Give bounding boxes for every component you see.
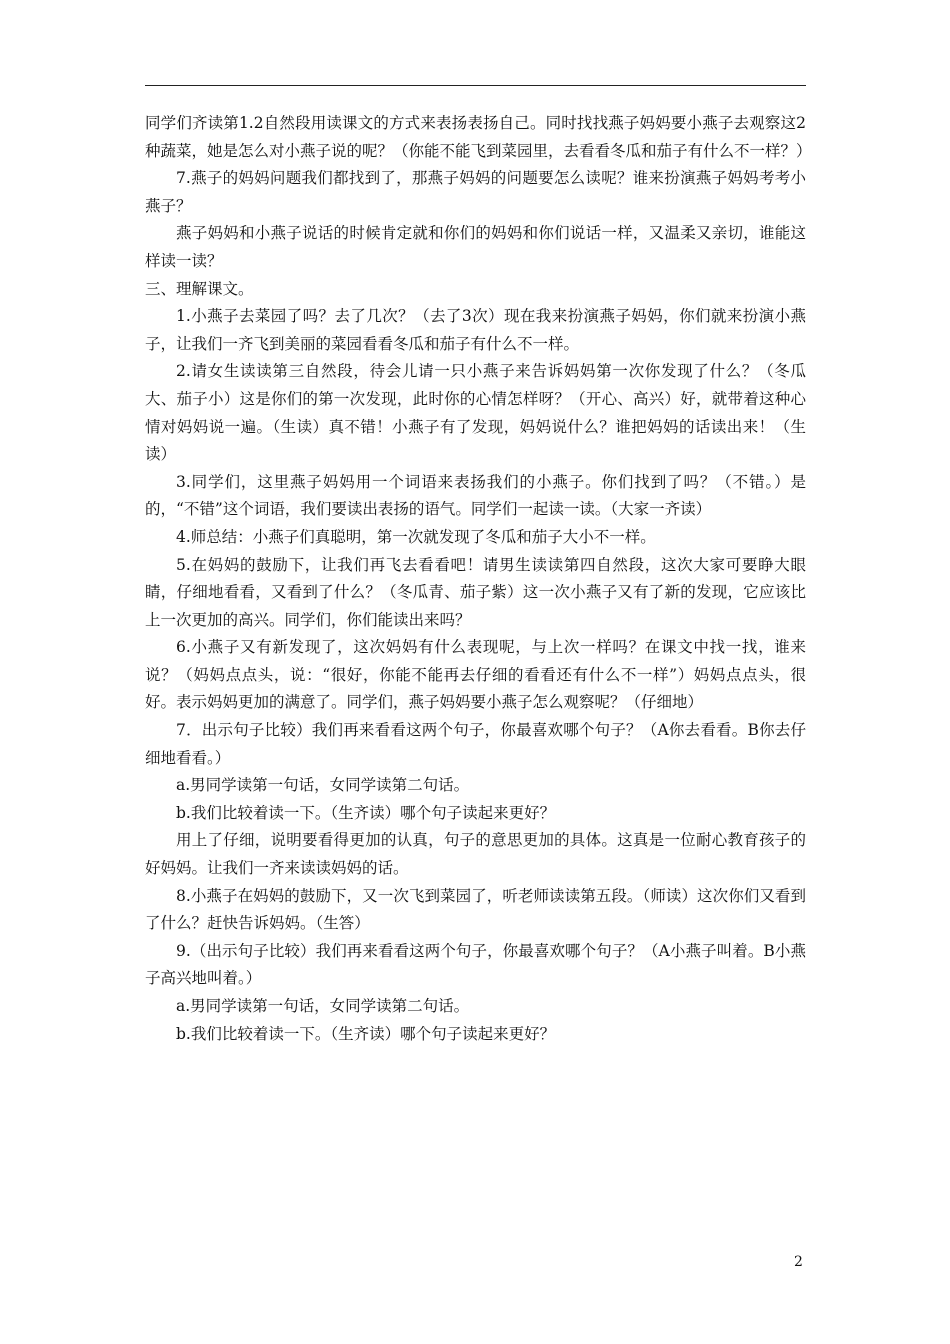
header-rule <box>145 85 806 86</box>
section-heading: 三、理解课文。 <box>145 279 254 298</box>
paragraph-step-8: 8.小燕子在妈妈的鼓励下，又一次飞到菜园了，听老师读读第五段。（师读）这次你们又看到了什么？赶快告诉妈妈。（生答） <box>145 886 806 933</box>
paragraph-explanation: 用上了仔细，说明要看得更加的认真，句子的意思更加的具体。这真是一位耐心教育孩子的好妈妈。让我们一齐来读读妈妈的话。 <box>145 831 806 878</box>
paragraph-step-4: 4.师总结：小燕子们真聪明，第一次就发现了冬瓜和茄子大小不一样。 <box>176 527 656 546</box>
paragraph-step-5: 5.在妈妈的鼓励下，让我们再飞去看看吧！请男生读读第四自然段，这次大家可要睁大眼睛，仔细地看看，又看到了什么？（冬瓜青、茄子紫）这一次小燕子又有了新的发现，它应该比上一次更加的高兴。同学们，你们能读出来吗？ <box>145 555 806 629</box>
paragraph-step-2: 2.请女生读读第三自然段，待会儿请一只小燕子来告诉妈妈第一次你发现了什么？（冬瓜大、茄子小）这是你们的第一次发现，此时你的心情怎样呀？（开心、高兴）好，就带着这种心情对妈妈说一遍。（生读）真不错！小燕子有了发现，妈妈说什么？谁把妈妈的话读出来！（生读） <box>145 362 806 464</box>
paragraph-step-7a: a.男同学读第一句话，女同学读第二句话。 <box>176 776 470 795</box>
paragraph-step-7: 7．出示句子比较）我们再来看看这两个句子，你最喜欢哪个句子？（A你去看看。B你去仔细地看看。） <box>145 721 806 767</box>
paragraph-step-6: 6.小燕子又有新发现了，这次妈妈有什么表现呢，与上次一样吗？在课文中找一找，谁来说？（妈妈点点头，说：“很好，你能不能再去仔细的看看还有什么不一样”）妈妈点点头，很好。表示妈妈更加的满意了。同学们，燕子妈妈要小燕子怎么观察呢？（仔细地） <box>145 638 806 712</box>
paragraph-step-9b: b.我们比较着读一下。（生齐读）哪个句子读起来更好？ <box>176 1024 556 1043</box>
paragraph-step-9: 9.（出示句子比较）我们再来看看这两个句子，你最喜欢哪个句子？（A小燕子叫着。B小燕子高兴地叫着。） <box>145 941 806 988</box>
page-number: 2 <box>794 1254 803 1270</box>
paragraph-step-1: 1.小燕子去菜园了吗？去了几次？（去了3次）现在我来扮演燕子妈妈，你们就来扮演小燕子，让我们一齐飞到美丽的菜园看看冬瓜和茄子有什么不一样。 <box>145 307 806 353</box>
paragraph-item-7-question: 7.燕子的妈妈问题我们都找到了，那燕子妈妈的问题要怎么读呢？谁来扮演燕子妈妈考考小燕子？ <box>145 169 806 215</box>
paragraph-step-9a: a.男同学读第一句话，女同学读第二句话。 <box>176 997 470 1015</box>
paragraph-reading-tone: 燕子妈妈和小燕子说话的时候肯定就和你们的妈妈和你们说话一样，又温柔又亲切，谁能这样读一读？ <box>145 224 806 270</box>
document-body <box>145 110 812 1048</box>
paragraph-continuation: 同学们齐读第1.2自然段用读课文的方式来表扬表扬自己。同时找找燕子妈妈要小燕子去观察这2种蔬菜，她是怎么对小燕子说的呢？（你能不能飞到菜园里，去看看冬瓜和茄子有什么不一样？） <box>145 114 812 160</box>
paragraph-step-3: 3.同学们，这里燕子妈妈用一个词语来表扬我们的小燕子。你们找到了吗？（不错。）是的，“不错”这个词语，我们要读出表扬的语气。同学们一起读一读。（大家一齐读） <box>145 472 806 519</box>
paragraph-step-7b: b.我们比较着读一下。（生齐读）哪个句子读起来更好？ <box>176 803 556 822</box>
